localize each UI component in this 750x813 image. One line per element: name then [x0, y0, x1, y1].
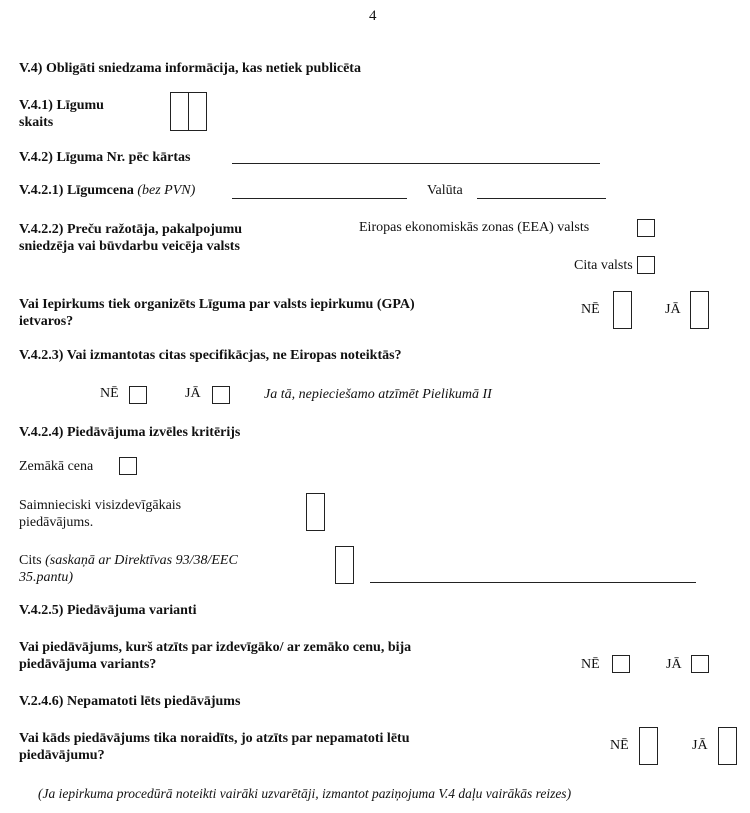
- v423-yes-label: JĀ: [185, 386, 201, 401]
- gpa-yes-checkbox[interactable]: [690, 291, 709, 329]
- gpa-yes-label: JĀ: [665, 302, 681, 317]
- other-criterion-label: Cits: [19, 553, 42, 568]
- v246-no-checkbox[interactable]: [639, 727, 658, 765]
- other-criterion-field[interactable]: [370, 582, 696, 583]
- other-criterion-note-line1: (saskaņā ar Direktīvas 93/38/EEC: [45, 553, 238, 568]
- v425-yes-checkbox[interactable]: [691, 655, 709, 673]
- eea-checkbox[interactable]: [637, 219, 655, 237]
- lowest-price-label: Zemākā cena: [19, 459, 94, 474]
- lowest-price-checkbox[interactable]: [119, 457, 137, 475]
- v423-no-checkbox[interactable]: [129, 386, 147, 404]
- economic-label-line1: Saimnieciski visizdevīgākais: [19, 498, 182, 513]
- v423-yes-checkbox[interactable]: [212, 386, 230, 404]
- other-criterion-note-line2: 35.pantu): [19, 570, 74, 585]
- v425-no-label: NĒ: [581, 657, 600, 672]
- v42-label: V.4.2) Līguma Nr. pēc kārtas: [19, 150, 191, 165]
- v423-no-label: NĒ: [100, 386, 119, 401]
- v421-label: V.4.2.1) Līgumcena: [19, 183, 134, 198]
- v425-title: V.4.2.5) Piedāvājuma varianti: [19, 603, 197, 618]
- v423-question: V.4.2.3) Vai izmantotas citas specifikācjas, ne Eiropas noteiktās?: [19, 348, 402, 363]
- v41-label-line2: skaits: [19, 115, 54, 130]
- contract-number-field[interactable]: [232, 163, 600, 164]
- v246-question-line2: piedāvājumu?: [19, 748, 105, 763]
- eea-label: Eiropas ekonomiskās zonas (EEA) valsts: [359, 220, 590, 235]
- v424-title: V.4.2.4) Piedāvājuma izvēles kritērijs: [19, 425, 241, 440]
- page-number: 4: [369, 8, 377, 24]
- currency-field[interactable]: [477, 198, 606, 199]
- gpa-no-checkbox[interactable]: [613, 291, 632, 329]
- v425-question-line1: Vai piedāvājums, kurš atzīts par izdevīgāko/ ar zemāko cenu, bija: [19, 640, 412, 655]
- v246-no-label: NĒ: [610, 738, 629, 753]
- economic-checkbox[interactable]: [306, 493, 325, 531]
- v246-yes-checkbox[interactable]: [718, 727, 737, 765]
- gpa-question-line1: Vai Iepirkums tiek organizēts Līguma par valsts iepirkumu (GPA): [19, 297, 415, 312]
- section-title: V.4) Obligāti sniedzama informācija, kas netiek publicēta: [19, 61, 361, 76]
- v421-note: (bez PVN): [137, 183, 196, 198]
- economic-label-line2: piedāvājums.: [19, 515, 94, 530]
- v246-yes-label: JĀ: [692, 738, 708, 753]
- other-country-label: Cita valsts: [574, 258, 633, 273]
- v246-question-line1: Vai kāds piedāvājums tika noraidīts, jo atzīts par nepamatoti lētu: [19, 731, 410, 746]
- other-criterion-checkbox[interactable]: [335, 546, 354, 584]
- v423-note: Ja tā, nepieciešamo atzīmēt Pielikumā II: [264, 387, 492, 402]
- v425-no-checkbox[interactable]: [612, 655, 630, 673]
- v41-label-line1: V.4.1) Līgumu: [19, 98, 104, 113]
- other-criterion-row: [19, 553, 238, 569]
- other-country-checkbox[interactable]: [637, 256, 655, 274]
- v422-label-line1: V.4.2.2) Preču ražotāja, pakalpojumu: [19, 222, 243, 237]
- footer-note: (Ja iepirkuma procedūrā noteikti vairāki uzvarētāji, izmantot paziņojuma V.4 daļu vairākās reizes): [38, 786, 572, 801]
- v421-row: [19, 183, 195, 199]
- currency-label: Valūta: [427, 183, 463, 198]
- digit-divider: [188, 93, 189, 130]
- gpa-no-label: NĒ: [581, 302, 600, 317]
- v246-title: V.2.4.6) Nepamatoti lēts piedāvājums: [19, 694, 241, 709]
- gpa-question-line2: ietvaros?: [19, 314, 74, 329]
- contract-count-field[interactable]: [170, 92, 207, 131]
- v425-yes-label: JĀ: [666, 657, 682, 672]
- contract-price-field[interactable]: [232, 198, 407, 199]
- v425-question-line2: piedāvājuma variants?: [19, 657, 157, 672]
- v422-label-line2: sniedzēja vai būvdarbu veicēja valsts: [19, 239, 240, 254]
